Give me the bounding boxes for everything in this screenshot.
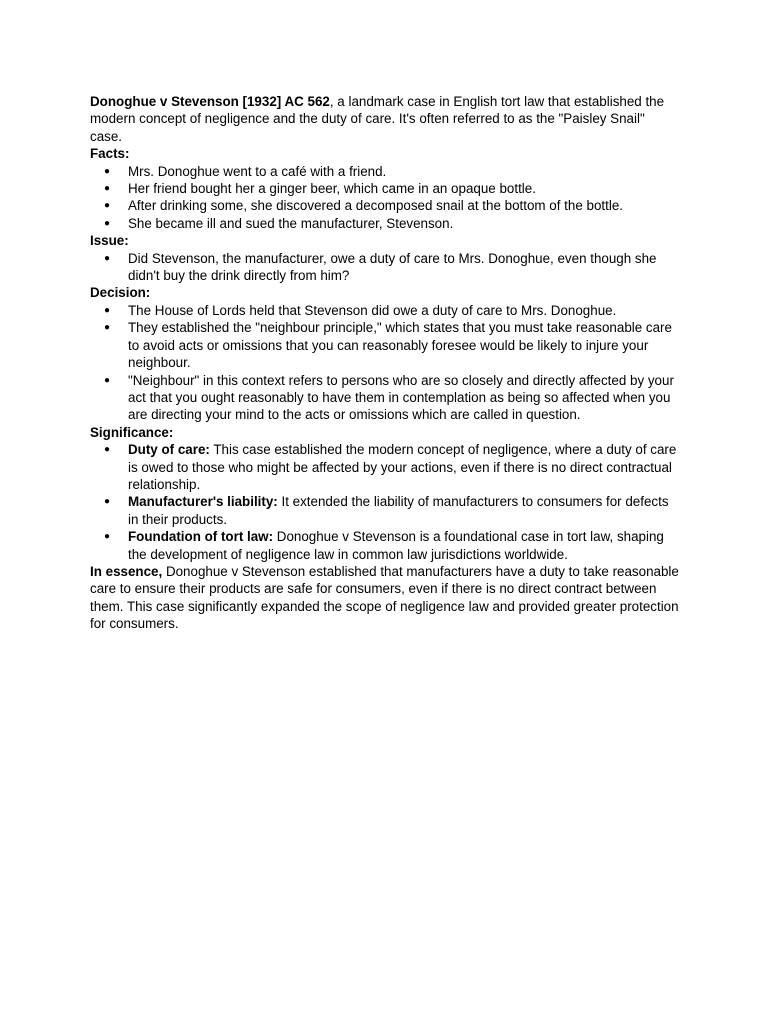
essence-text: Donoghue v Stevenson established that manufacturers have a duty to take reasonable care to ensure their products are safe for consumers, even if there is no direct contract between them. This case significantly expanded the scope of negligence law and provided greater protection for consumers.	[90, 563, 679, 632]
decision-heading: Decision:	[90, 285, 151, 301]
issue-list	[90, 250, 680, 285]
list-item	[90, 180, 680, 197]
essence-paragraph	[90, 563, 680, 633]
bullet-icon: ●	[104, 200, 111, 212]
list-item-term: Foundation of tort law:	[128, 529, 274, 545]
bullet-icon: ●	[104, 531, 111, 543]
case-citation: Donoghue v Stevenson [1932] AC 562	[90, 94, 330, 109]
intro-paragraph	[90, 93, 680, 145]
significance-heading: Significance:	[90, 424, 174, 440]
bullet-icon: ●	[104, 217, 111, 229]
list-item-text: Mrs. Donoghue went to a café with a friend.	[128, 163, 387, 179]
list-item-term: Duty of care:	[128, 442, 210, 458]
list-item-term: Manufacturer's liability:	[128, 494, 278, 510]
list-item-text: Her friend bought her a ginger beer, which came in an opaque bottle.	[128, 181, 536, 197]
list-item	[90, 250, 680, 285]
list-item	[90, 319, 680, 371]
list-item-text: The House of Lords held that Stevenson did owe a duty of care to Mrs. Donoghue.	[128, 302, 617, 318]
bullet-icon: ●	[104, 252, 111, 264]
bullet-icon: ●	[104, 165, 111, 177]
list-item	[90, 163, 680, 180]
list-item-text: It extended the liability of manufacturers to consumers for defects in their products.	[128, 494, 669, 527]
list-item	[90, 302, 680, 319]
list-item	[90, 215, 680, 232]
issue-heading: Issue:	[90, 233, 129, 249]
list-item	[90, 528, 680, 563]
list-item	[90, 372, 680, 424]
bullet-icon: ●	[104, 444, 111, 456]
intro-text: , a landmark case in English tort law that established the modern concept of negligence and the duty of care. It's often referred to as the "Paisley Snail" case.	[90, 94, 665, 144]
bullet-icon: ●	[104, 304, 111, 316]
document-body	[90, 93, 680, 633]
list-item	[90, 493, 680, 528]
facts-list	[90, 163, 680, 233]
bullet-icon: ●	[104, 374, 111, 386]
decision-list	[90, 302, 680, 424]
bullet-icon: ●	[104, 183, 111, 195]
list-item-text: Donoghue v Stevenson is a foundational case in tort law, shaping the development of negligence law in common law jurisdictions worldwide.	[128, 529, 664, 562]
significance-list	[90, 441, 680, 563]
list-item-text: After drinking some, she discovered a decomposed snail at the bottom of the bottle.	[128, 198, 623, 214]
list-item-text: They established the "neighbour principle," which states that you must take reasonable care to avoid acts or omissions that you can reasonably foresee would be likely to injure your neighbour.	[128, 320, 672, 371]
facts-heading: Facts:	[90, 146, 130, 162]
list-item	[90, 441, 680, 493]
list-item-text: "Neighbour" in this context refers to persons who are so closely and directly affected by your act that you ought reasonably to have them in contemplation as being so affected when you are directing your mind to the acts or omissions which are called in question.	[128, 372, 674, 423]
bullet-icon: ●	[104, 496, 111, 508]
essence-lead: In essence,	[90, 563, 163, 579]
list-item-text: Did Stevenson, the manufacturer, owe a duty of care to Mrs. Donoghue, even though she didn't buy the drink directly from him?	[128, 250, 657, 284]
list-item	[90, 197, 680, 214]
list-item-text: She became ill and sued the manufacturer, Stevenson.	[128, 215, 454, 231]
list-item-text: This case established the modern concept of negligence, where a duty of care is owed to those who might be affected by your actions, even if there is no direct contractual relationship.	[128, 442, 677, 492]
bullet-icon: ●	[104, 322, 111, 334]
